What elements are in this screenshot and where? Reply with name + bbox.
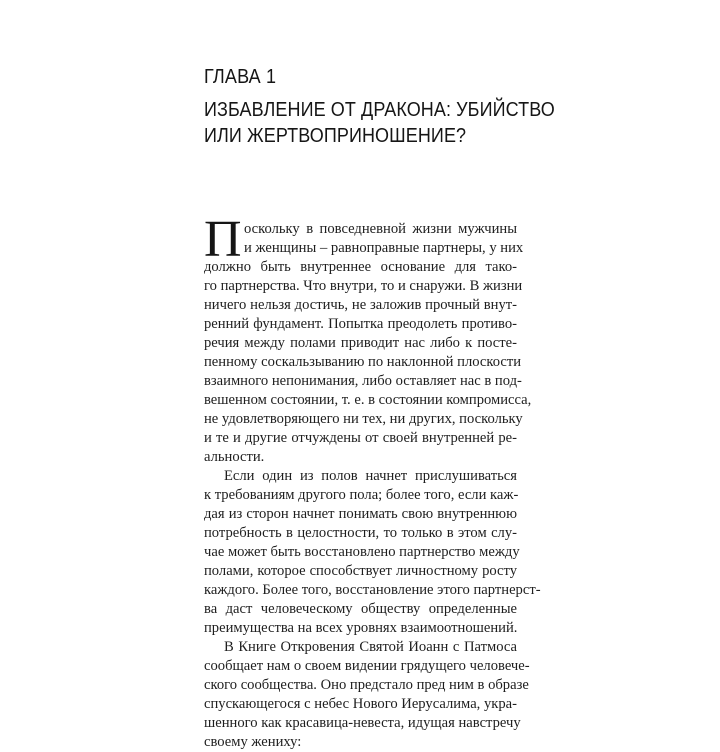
paragraph-line: дая из сторон начнет понимать свою внутреннюю	[204, 506, 517, 522]
chapter-title	[204, 97, 555, 149]
paragraph-line: к требованиям другого пола; более того, если каж-	[204, 487, 519, 503]
paragraph-line: чае может быть восстановлено партнерство между	[204, 544, 520, 560]
paragraph-line: преимущества на всех уровнях взаимоотношений.	[204, 620, 518, 636]
body-text	[204, 211, 541, 752]
paragraph-line: оскольку в повседневной жизни мужчины	[244, 221, 517, 237]
paragraph-line: должно быть внутреннее основание для тако-	[204, 259, 517, 275]
chapter-title-line: ИЗБАВЛЕНИЕ ОТ ДРАКОНА: УБИЙСТВО	[204, 99, 555, 121]
paragraph-line: ского сообщества. Оно предстало пред ним в образе	[204, 677, 529, 693]
paragraph-line: ничего нельзя достичь, не заложив прочный внут-	[204, 297, 517, 313]
paragraph-line: В Книге Откровения Святой Иоанн с Патмоса	[224, 639, 517, 655]
paragraph-line: и женщины – равноправные партнеры, у них	[244, 240, 524, 256]
chapter-label: ГЛАВА 1	[204, 66, 277, 88]
paragraph-line: пенному соскальзыванию по наклонной плоскости	[204, 354, 522, 370]
paragraph-line: Если один из полов начнет прислушиваться	[224, 468, 517, 484]
paragraph-line: го партнерства. Что внутри, то и снаружи. В жизни	[204, 278, 523, 294]
paragraph-line: не удовлетворяющего ни тех, ни других, поскольку	[204, 411, 523, 427]
paragraph-line: вешенном состоянии, т. е. в состоянии компромисса,	[204, 392, 532, 408]
chapter-title-line: ИЛИ ЖЕРТВОПРИНОШЕНИЕ?	[204, 125, 467, 147]
paragraph-line: взаимного непонимания, либо оставляет нас в под-	[204, 373, 522, 389]
paragraph-line: ва даст человеческому обществу определенные	[204, 601, 517, 617]
paragraph-line: полами, которое способствует личностному росту	[204, 563, 517, 579]
paragraph-line: потребность в целостности, то только в этом слу-	[204, 525, 517, 541]
paragraph-line: альности.	[204, 449, 265, 465]
paragraph-line: сообщает нам о своем видении грядущего человече-	[204, 658, 530, 674]
paragraph-line: и те и другие отчуждены от своей внутренней ре-	[204, 430, 517, 446]
paragraph-line: спускающегося с небес Нового Иерусалима, укра-	[204, 696, 517, 712]
paragraph-line: шенного как красавица-невеста, идущая навстречу	[204, 715, 521, 731]
drop-cap: П	[204, 211, 242, 268]
paragraph-line: речия между полами приводит нас либо к посте-	[204, 335, 517, 351]
paragraph-line: своему жениху:	[204, 734, 302, 750]
paragraph-line: каждого. Более того, восстановление этого партнерст-	[204, 582, 541, 598]
paragraph-line: ренний фундамент. Попытка преодолеть противо-	[204, 316, 517, 332]
